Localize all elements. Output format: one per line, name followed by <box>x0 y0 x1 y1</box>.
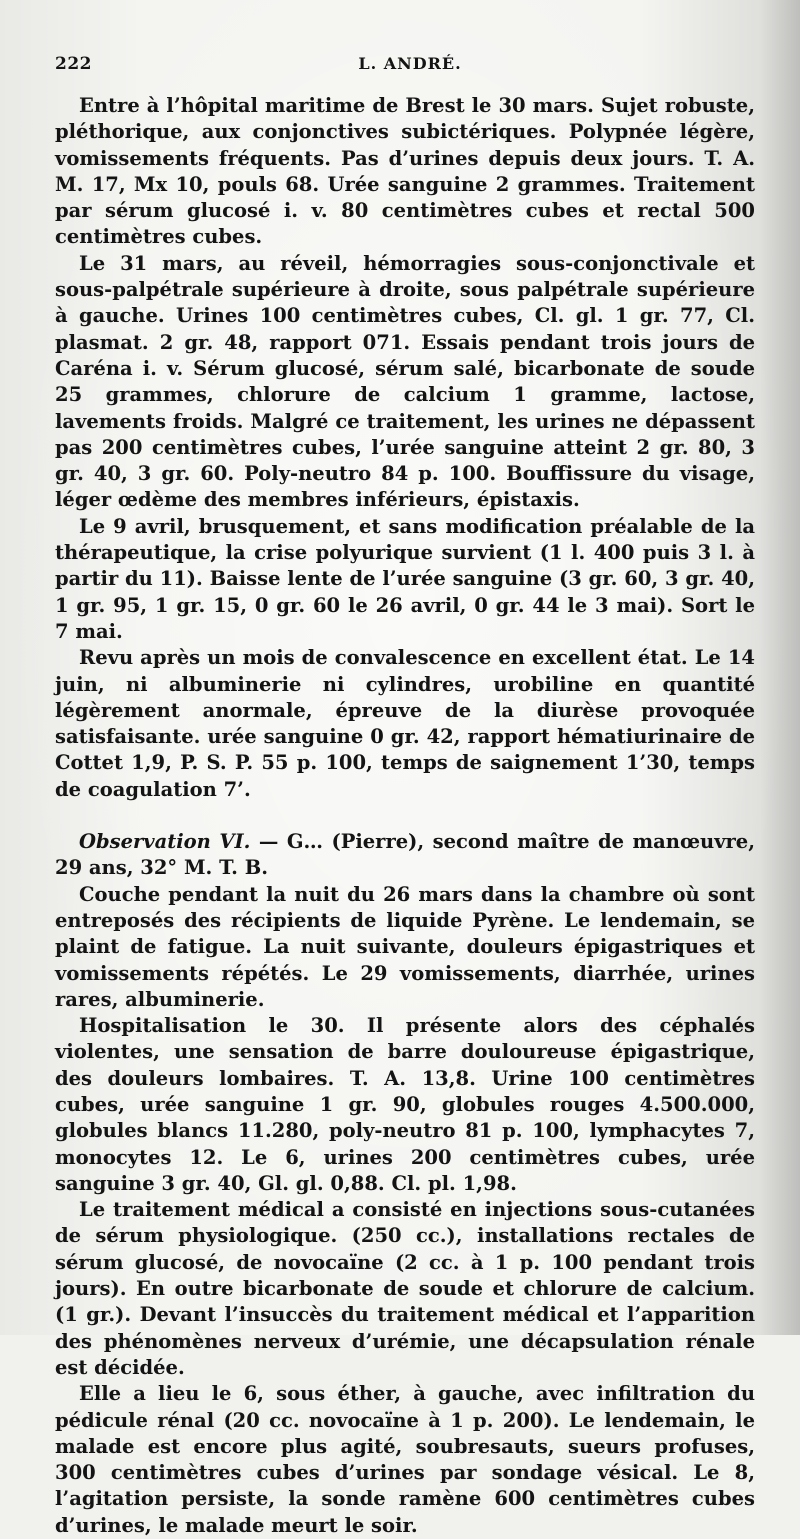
observation-heading <box>55 829 755 882</box>
body-text <box>55 93 755 1539</box>
paragraph-april-9: Le 9 avril, brusquement, et sans modification préalable de la thérapeutique, la crise polyurique survient (1 l. 400 puis 3 l. à partir du 11). Baisse lente de l’urée sanguine (3 gr. 60, 3 gr. 40, 1 gr. 95, 1 gr. 15, 0 gr. 60 le 26 avril, 0 gr. 44 le 3 mai). Sort le 7 mai. <box>55 514 755 643</box>
paragraph-follow-up: Revu après un mois de convalescence en excellent état. Le 14 juin, ni albuminerie ni cylindres, urobiline en quantité légèrement anormale, épreuve de la diurèse provoquée satisfaisante. urée sanguine 0 gr. 42, rapport hématiurinaire de Cottet 1,9, P. S. P. 55 p. 100, temps de saignement 1’30, temps de coagulation 7’. <box>55 646 755 801</box>
running-title: L. ANDRÉ. <box>358 54 462 73</box>
paragraph-operation: Elle a lieu le 6, sous éther, à gauche, avec infiltration du pédicule rénal (20 cc. novocaïne à 1 p. 200). Le lendemain, le malade est encore plus agité, soubresauts, sueurs profuses, 300 centimètres cubes d’urines par sondage vésical. Le 8, l’agitation persiste, la sonde ramène 600 centimètres cubes d’urines, le malade meurt le soir. <box>55 1382 755 1537</box>
paragraph-hospitalisation: Hospitalisation le 30. Il présente alors des céphalés violentes, une sensation de barre douloureuse épigastrique, des douleurs lombaires. T. A. 13,8. Urine 100 centimètres cubes, urée sanguine 1 gr. 90, globules rouges 4.500.000, globules blancs 11.280, poly-neutro 81 p. 100, lymphacytes 7, monocytes 12. Le 6, urines 200 centimètres cubes, urée sanguine 3 gr. 40, Gl. gl. 0,88. Cl. pl. 1,98. <box>55 1014 755 1195</box>
observation-label: Observation VI. <box>79 830 251 854</box>
page-edge-shadow <box>760 0 800 1335</box>
paragraph-march-31: Le 31 mars, au réveil, hémorragies sous-conjonctivale et sous-palpétrale supérieure à droite, sous palpétrale supérieure à gauche. Urines 100 centimètres cubes, Cl. gl. 1 gr. 77, Cl. plasmat. 2 gr. 48, rapport 071. Essais pendant trois jours de Caréna i. v. Sérum glucosé, sérum salé, bicarbonate de soude 25 grammes, chlorure de calcium 1 gramme, lactose, lavements froids. Malgré ce traitement, les urines ne dépassent pas 200 centimètres cubes, l’urée sanguine atteint 2 gr. 80, 3 gr. 40, 3 gr. 60. Poly-neutro 84 p. 100. Bouffissure du visage, léger œdème des membres inférieurs, épistaxis. <box>55 251 755 512</box>
paragraph-treatment: Le traitement médical a consisté en injections sous-cutanées de sérum physiologique. (250 cc.), installations rectales de sérum glucosé, de novocaïne (2 cc. à 1 p. 100 pendant trois jours). En outre bicarbonate de soude et chlorure de calcium. (1 gr.). Devant l’insuccès du traitement médical et l’apparition des phénomènes nerveux d’urémie, une décapsulation rénale est décidée. <box>55 1198 755 1379</box>
paragraph-exposure: Couche pendant la nuit du 26 mars dans la chambre où sont entreposés des récipients de liquide Pyrène. Le lendemain, se plaint de fatigue. La nuit suivante, douleurs épigastriques et vomissements répétés. Le 29 vomissements, diarrhée, urines rares, albuminerie. <box>55 882 755 1011</box>
page-number: 222 <box>55 54 92 74</box>
page-header <box>55 54 765 84</box>
paragraph-admission: Entre à l’hôpital maritime de Brest le 30 mars. Sujet robuste, pléthorique, aux conjonctives subictériques. Polypnée légère, vomissements fréquents. Pas d’urines depuis deux jours. T. A. M. 17, Mx 10, pouls 68. Urée sanguine 2 grammes. Traitement par sérum glucosé i. v. 80 centimètres cubes et rectal 500 centimètres cubes. <box>55 94 755 249</box>
observation-subject: — G… (Pierre), second maître de manœuvre, 29 ans, 32° M. T. B. <box>55 830 755 880</box>
